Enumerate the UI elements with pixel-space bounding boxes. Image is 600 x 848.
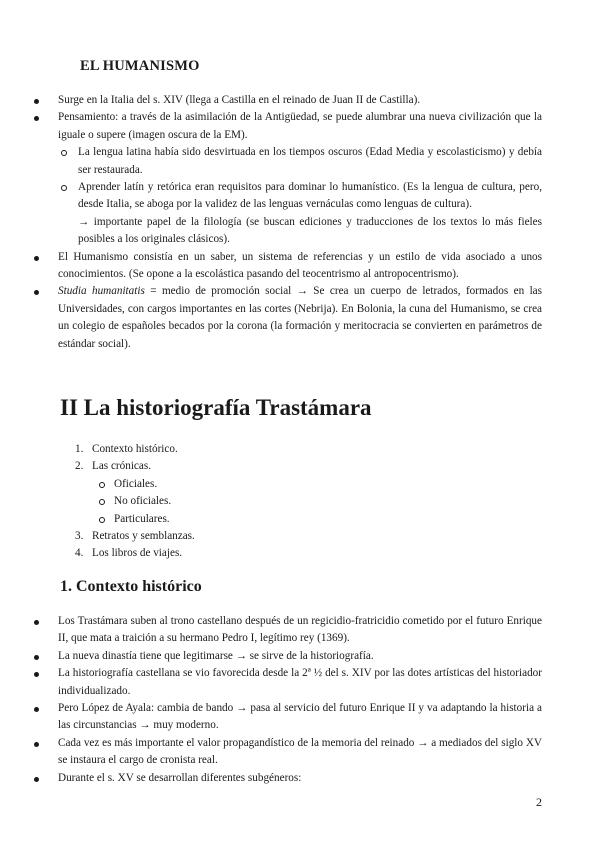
chapter-outline [75, 441, 195, 563]
outline-sub-item [114, 493, 195, 510]
list-item [58, 770, 542, 787]
outline-number: 3. [75, 530, 84, 543]
circle-bullet-icon [61, 150, 67, 156]
bullet-icon [34, 99, 39, 104]
bullet-icon [34, 707, 39, 712]
outline-sub-item-text: Oficiales. [114, 477, 158, 490]
sub-list-item-continuation: → importante papel de la filología (se buscan ediciones y traducciones de los textos lo más fieles posibles a los originales clásicos). [78, 215, 542, 246]
sub-list-item [78, 144, 542, 179]
list-item-text: Durante el s. XV se desarrollan diferentes subgéneros: [58, 771, 302, 784]
bullet-icon [34, 116, 39, 121]
outline-item-text: Contexto histórico. [92, 443, 178, 455]
outline-number: 4. [75, 547, 84, 560]
outline-item-text: Retratos y semblanzas. [92, 530, 195, 543]
chapter-title: II La historiografía Trastámara [60, 395, 372, 420]
list-item [58, 700, 542, 735]
outline-item [75, 441, 195, 458]
italic-term: Studia humanitatis [58, 285, 145, 298]
list-item [58, 283, 542, 353]
list-item-text: Los Trastámara suben al trono castellano después de un regicidio-fratricidio cometido por el futuro Enrique II, que mata a traición a su hermano Pedro I, legítimo rey (1369). [58, 615, 542, 645]
list-item-text: El Humanismo consistía en un saber, un sistema de referencias y un estilo de vida asociado a unos conocimientos. (Se opone a la escolástica pasando del teocentrismo al antropocentrismo). [58, 250, 542, 281]
list-item-text: Cada vez es más importante el valor propagandístico de la memoria del reinado → a mediados del siglo XV se instaura el cargo de cronista real. [58, 736, 542, 767]
outline-item [75, 528, 195, 545]
bullet-icon [34, 256, 39, 261]
list-item-text-rest: = medio de promoción social → Se crea un cuerpo de letrados, formados en las Universidades, con cargos importantes en las cortes (Nebrija). En Bolonia, la cuna del Humanismo, se crea un colegio de españoles becados por la corona (la formación y meritocracia se convierten en parámetros de estándar social). [58, 285, 542, 350]
bullet-icon [34, 672, 39, 677]
subsection-title: 1. Contexto histórico [60, 578, 202, 595]
list-item [58, 648, 542, 665]
section-title: EL HUMANISMO [80, 58, 200, 74]
outline-item [75, 545, 195, 562]
bullet-icon [34, 655, 39, 660]
sub-list-item-text: Aprender latín y retórica eran requisitos para dominar lo humanístico. (Es la lengua de cultura, pero, desde Italia, se aboga por la validez de las lenguas vernáculas como lenguas de cultura). [78, 181, 542, 211]
sub-list-item [78, 179, 542, 249]
outline-sub-item [114, 511, 195, 528]
sub-list [58, 144, 542, 248]
circle-bullet-icon [99, 482, 105, 488]
bullet-icon [34, 777, 39, 782]
list-item [58, 735, 542, 770]
list-item-text: La nueva dinastía tiene que legitimarse → se sirve de la historiografía. [58, 649, 374, 662]
outline-sub-item-text: Particulares. [114, 512, 170, 525]
list-item [58, 665, 542, 700]
list-item-text: La historiografía castellana se vio favorecida desde la 2ª ½ del s. XIV por las dotes artísticas del historiador individualizado. [58, 667, 542, 697]
page-number: 2 [536, 795, 542, 809]
outline-item-text: Las crónicas. [92, 460, 152, 473]
humanismo-list [58, 92, 542, 353]
outline-item [75, 458, 195, 528]
list-item-text [58, 283, 542, 353]
circle-bullet-icon [99, 517, 105, 523]
list-item-text: Pero López de Ayala: cambia de bando → pasa al servicio del futuro Enrique II y va adaptando la historia a las circunstancias → muy moderno. [58, 702, 542, 732]
list-item-text: Pensamiento: a través de la asimilación de la Antigüedad, se puede alumbrar una nueva civilización que la iguale o supere (imagen oscura de la EM). [58, 111, 542, 141]
outline-number: 1. [75, 443, 84, 455]
circle-bullet-icon [99, 499, 105, 505]
outline-number: 2. [75, 460, 84, 473]
list-item [58, 92, 542, 109]
list-item-text: Surge en la Italia del s. XIV (llega a Castilla en el reinado de Juan II de Castilla). [58, 94, 421, 106]
sub-list-item-text: La lengua latina había sido desvirtuada en los tiempos oscuros (Edad Media y escolasticismo) y debía ser restaurada. [78, 146, 542, 176]
list-item [58, 613, 542, 648]
bullet-icon [34, 620, 39, 625]
contexto-list [58, 613, 542, 787]
list-item [58, 109, 542, 248]
outline-sub-list [92, 476, 195, 528]
circle-bullet-icon [61, 185, 67, 191]
outline-sub-item-text: No oficiales. [114, 495, 172, 508]
outline-item-text: Los libros de viajes. [92, 547, 183, 560]
bullet-icon [34, 742, 39, 747]
list-item [58, 249, 542, 284]
bullet-icon [34, 290, 39, 295]
outline-sub-item [114, 476, 195, 493]
